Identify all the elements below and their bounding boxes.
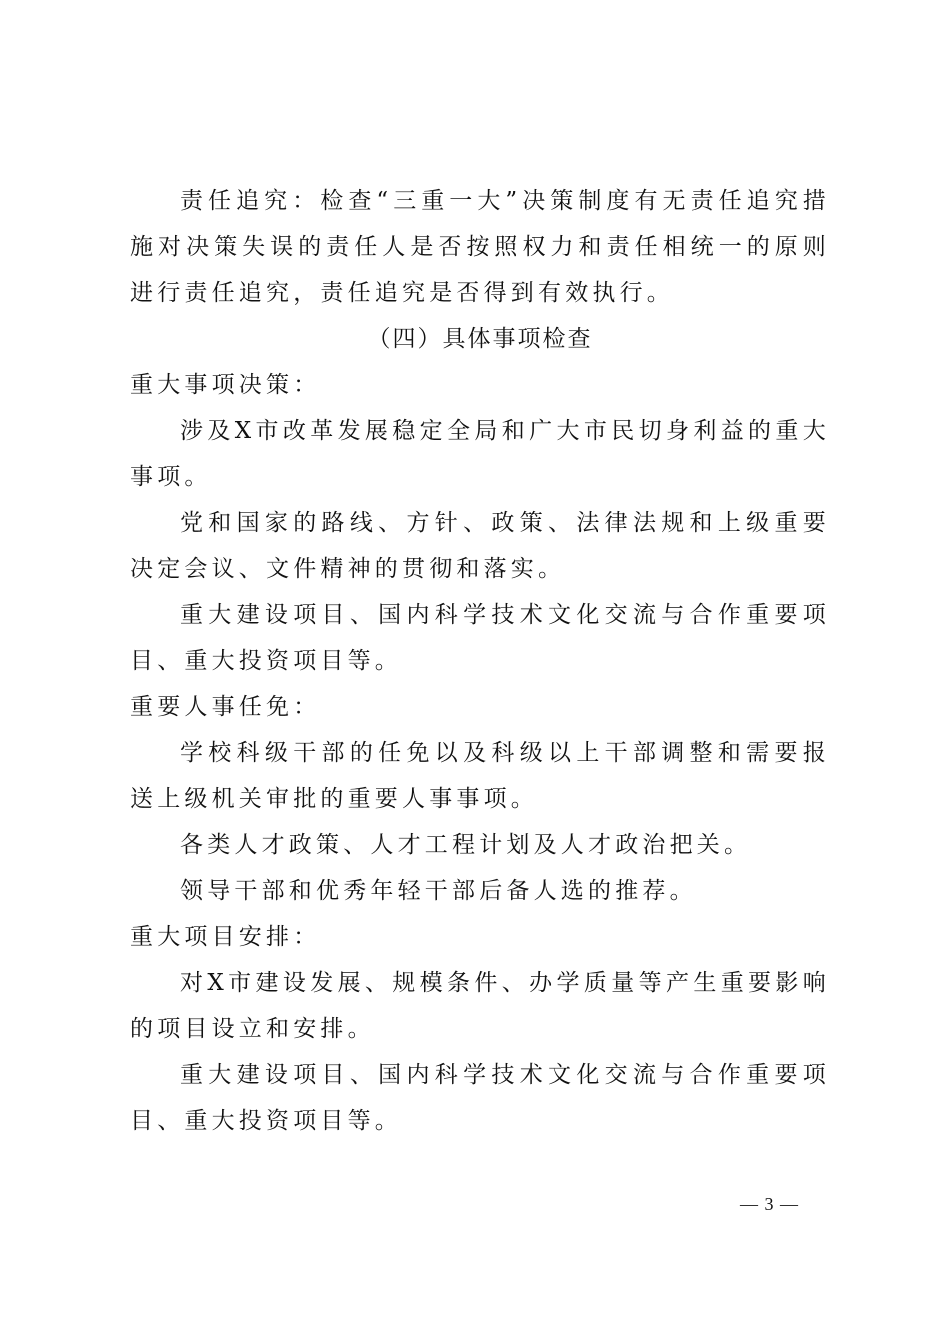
paragraph-party-policies: 党和国家的路线、方针、政策、法律法规和上级重要决定会议、文件精神的贯彻和落实。 (130, 510, 830, 582)
paragraph-project-setup: 对X市建设发展、规模条件、办学质量等产生重要影响的项目设立和安排。 (130, 970, 830, 1042)
paragraph-major-projects-1: 重大建设项目、国内科学技术文化交流与合作重要项目、重大投资项目等。 (130, 602, 830, 674)
paragraph-major-matters: 涉及X市改革发展稳定全局和广大市民切身利益的重大事项。 (130, 418, 830, 490)
label-major-decisions: 重大事项决策： (130, 372, 321, 398)
paragraph-accountability: 责任追究：检查“三重一大”决策制度有无责任追究措施对决策失误的责任人是否按照权力和责任相统一的原则进行责任追究，责任追究是否得到有效执行。 (130, 188, 830, 306)
paragraph-talent-policies: 各类人才政策、人才工程计划及人才政治把关。 (180, 832, 752, 858)
paragraph-cadre-appointments: 学校科级干部的任免以及科级以上干部调整和需要报送上级机关审批的重要人事事项。 (130, 740, 830, 812)
label-major-project-arrangements: 重大项目安排： (130, 924, 321, 950)
paragraph-major-projects-2: 重大建设项目、国内科学技术文化交流与合作重要项目、重大投资项目等。 (130, 1062, 830, 1134)
label-personnel-appointments: 重要人事任免： (130, 694, 321, 720)
page-number: — 3 — (740, 1194, 799, 1214)
document-body (130, 178, 830, 1144)
paragraph-reserve-cadres: 领导干部和优秀年轻干部后备人选的推荐。 (180, 878, 697, 904)
section-heading: （四）具体事项检查 (367, 326, 593, 352)
